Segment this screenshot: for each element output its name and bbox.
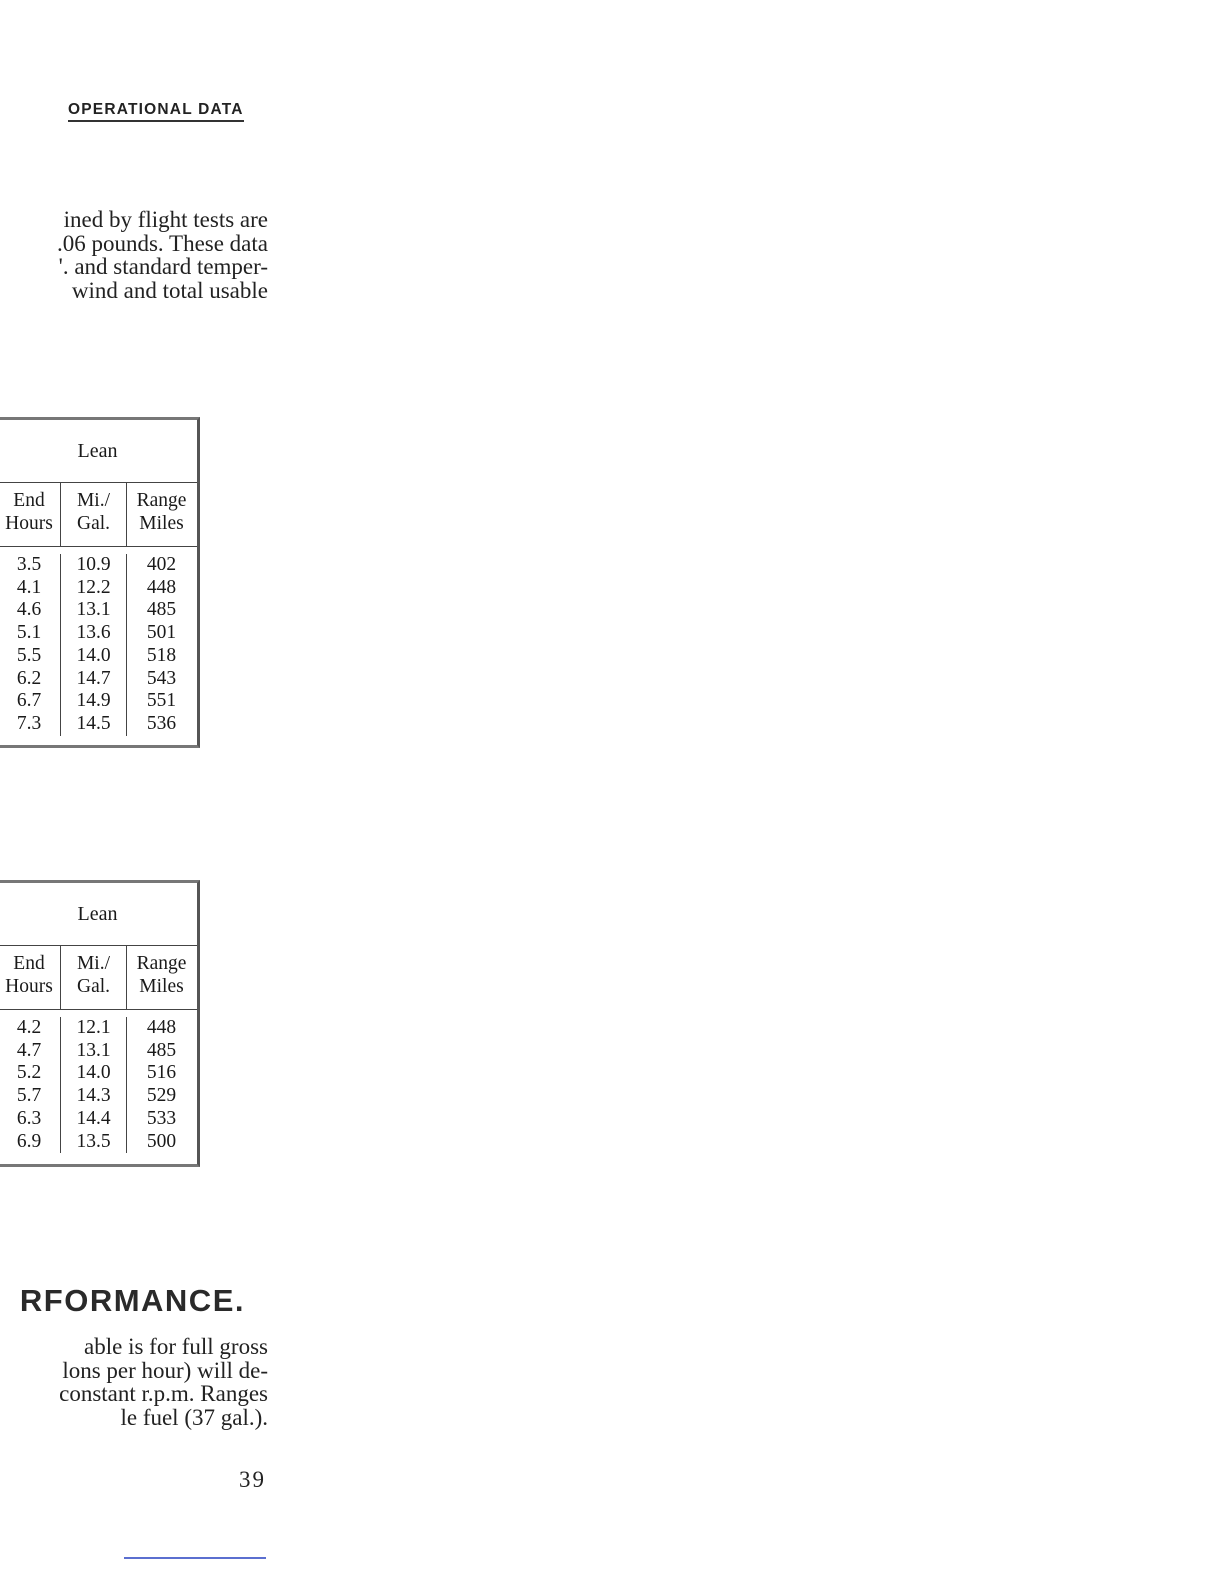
table-cell: 5.5 [16,644,42,666]
header-line: Gal. [76,976,111,997]
page-number: 39 [239,1467,266,1492]
header-line: Gal. [76,513,111,534]
table-cell: 500 [146,1130,177,1152]
table-cell: 4.7 [16,1039,42,1061]
table-cell: 6.3 [16,1107,42,1129]
col-header-range-miles [126,946,196,1009]
table-cell: 14.5 [76,712,111,734]
closing-paragraph [0,1335,268,1429]
table-cell: 14.9 [76,690,111,712]
table-cell: 14.0 [76,1062,111,1084]
table-cell: 12.2 [76,576,111,598]
table-cell: 5.1 [16,622,42,644]
table-cell: 516 [146,1062,177,1084]
intro-line: '. and standard temper- [58,254,268,279]
table-cell: 12.1 [76,1017,111,1038]
table-cell: 518 [146,644,177,666]
section-title: RFORMANCE. [19,1283,245,1318]
table-cell: 501 [146,622,177,644]
table-body [0,1010,197,1153]
table-cell: 402 [146,554,177,575]
header-line: Range [136,490,187,511]
table-cell: 13.1 [76,599,111,621]
intro-line: ined by flight tests are [63,207,268,232]
table-cell: 533 [146,1107,177,1129]
table-cell: 6.2 [16,667,42,689]
column-headers [0,946,197,1010]
table-cell: 6.9 [16,1130,42,1152]
header-line: Mi./ [76,953,111,974]
table-cell: 536 [146,712,177,734]
col-mi-gal [60,554,126,736]
table-cell: 485 [146,1039,177,1061]
closing-line: constant r.p.m. Ranges [59,1381,268,1406]
header-line: Range [136,953,187,974]
table-cell: 5.7 [16,1085,42,1107]
range-table-1 [0,417,200,748]
footer-rule [124,1557,266,1559]
table-cell: 14.4 [76,1107,111,1129]
table-cell: 543 [146,667,177,689]
table-cell: 7.3 [16,712,42,734]
closing-line: able is for full gross [84,1334,268,1359]
table-cell: 551 [146,690,177,712]
closing-line: le fuel (37 gal.). [120,1404,268,1430]
col-mi-gal [60,1017,126,1153]
header-line: Mi./ [76,490,111,511]
table-body [0,547,197,736]
table-cell: 448 [146,576,177,598]
table-cell: 10.9 [76,554,111,575]
col-header-end-hours [0,946,60,1009]
lean-header: Lean [0,420,197,483]
header-line: End [13,953,45,974]
table-cell: 3.5 [16,554,42,575]
table-cell: 5.2 [16,1062,42,1084]
table-cell: 485 [146,599,177,621]
table-cell: 13.6 [76,622,111,644]
table-cell: 14.7 [76,667,111,689]
lean-header: Lean [0,883,197,946]
table-cell: 529 [146,1085,177,1107]
intro-line: wind and total usable [71,277,268,303]
header-line: End [13,490,45,511]
intro-line: .06 pounds. These data [56,230,268,256]
col-range-miles [126,554,196,736]
header-line: Hours [5,513,53,534]
table-cell: 13.1 [76,1039,111,1061]
header-line: Miles [139,976,184,997]
table-cell: 4.2 [16,1017,42,1038]
header-line: Hours [5,976,53,997]
closing-line: lons per hour) will de- [62,1357,268,1383]
header-line: Miles [139,513,184,534]
table-cell: 448 [146,1017,177,1038]
range-table-2 [0,880,200,1167]
col-header-mi-gal [60,946,126,1009]
page-header: OPERATIONAL DATA [68,101,244,122]
column-headers [0,483,197,547]
table-cell: 6.7 [16,690,42,712]
intro-paragraph [0,208,268,302]
col-range-miles [126,1017,196,1153]
table-cell: 13.5 [76,1130,111,1152]
col-header-end-hours [0,483,60,546]
col-end-hours [0,554,60,736]
col-end-hours [0,1017,60,1153]
table-cell: 4.1 [16,576,42,598]
table-cell: 14.3 [76,1085,111,1107]
table-cell: 14.0 [76,644,111,666]
col-header-range-miles [126,483,196,546]
table-cell: 4.6 [16,599,42,621]
col-header-mi-gal [60,483,126,546]
